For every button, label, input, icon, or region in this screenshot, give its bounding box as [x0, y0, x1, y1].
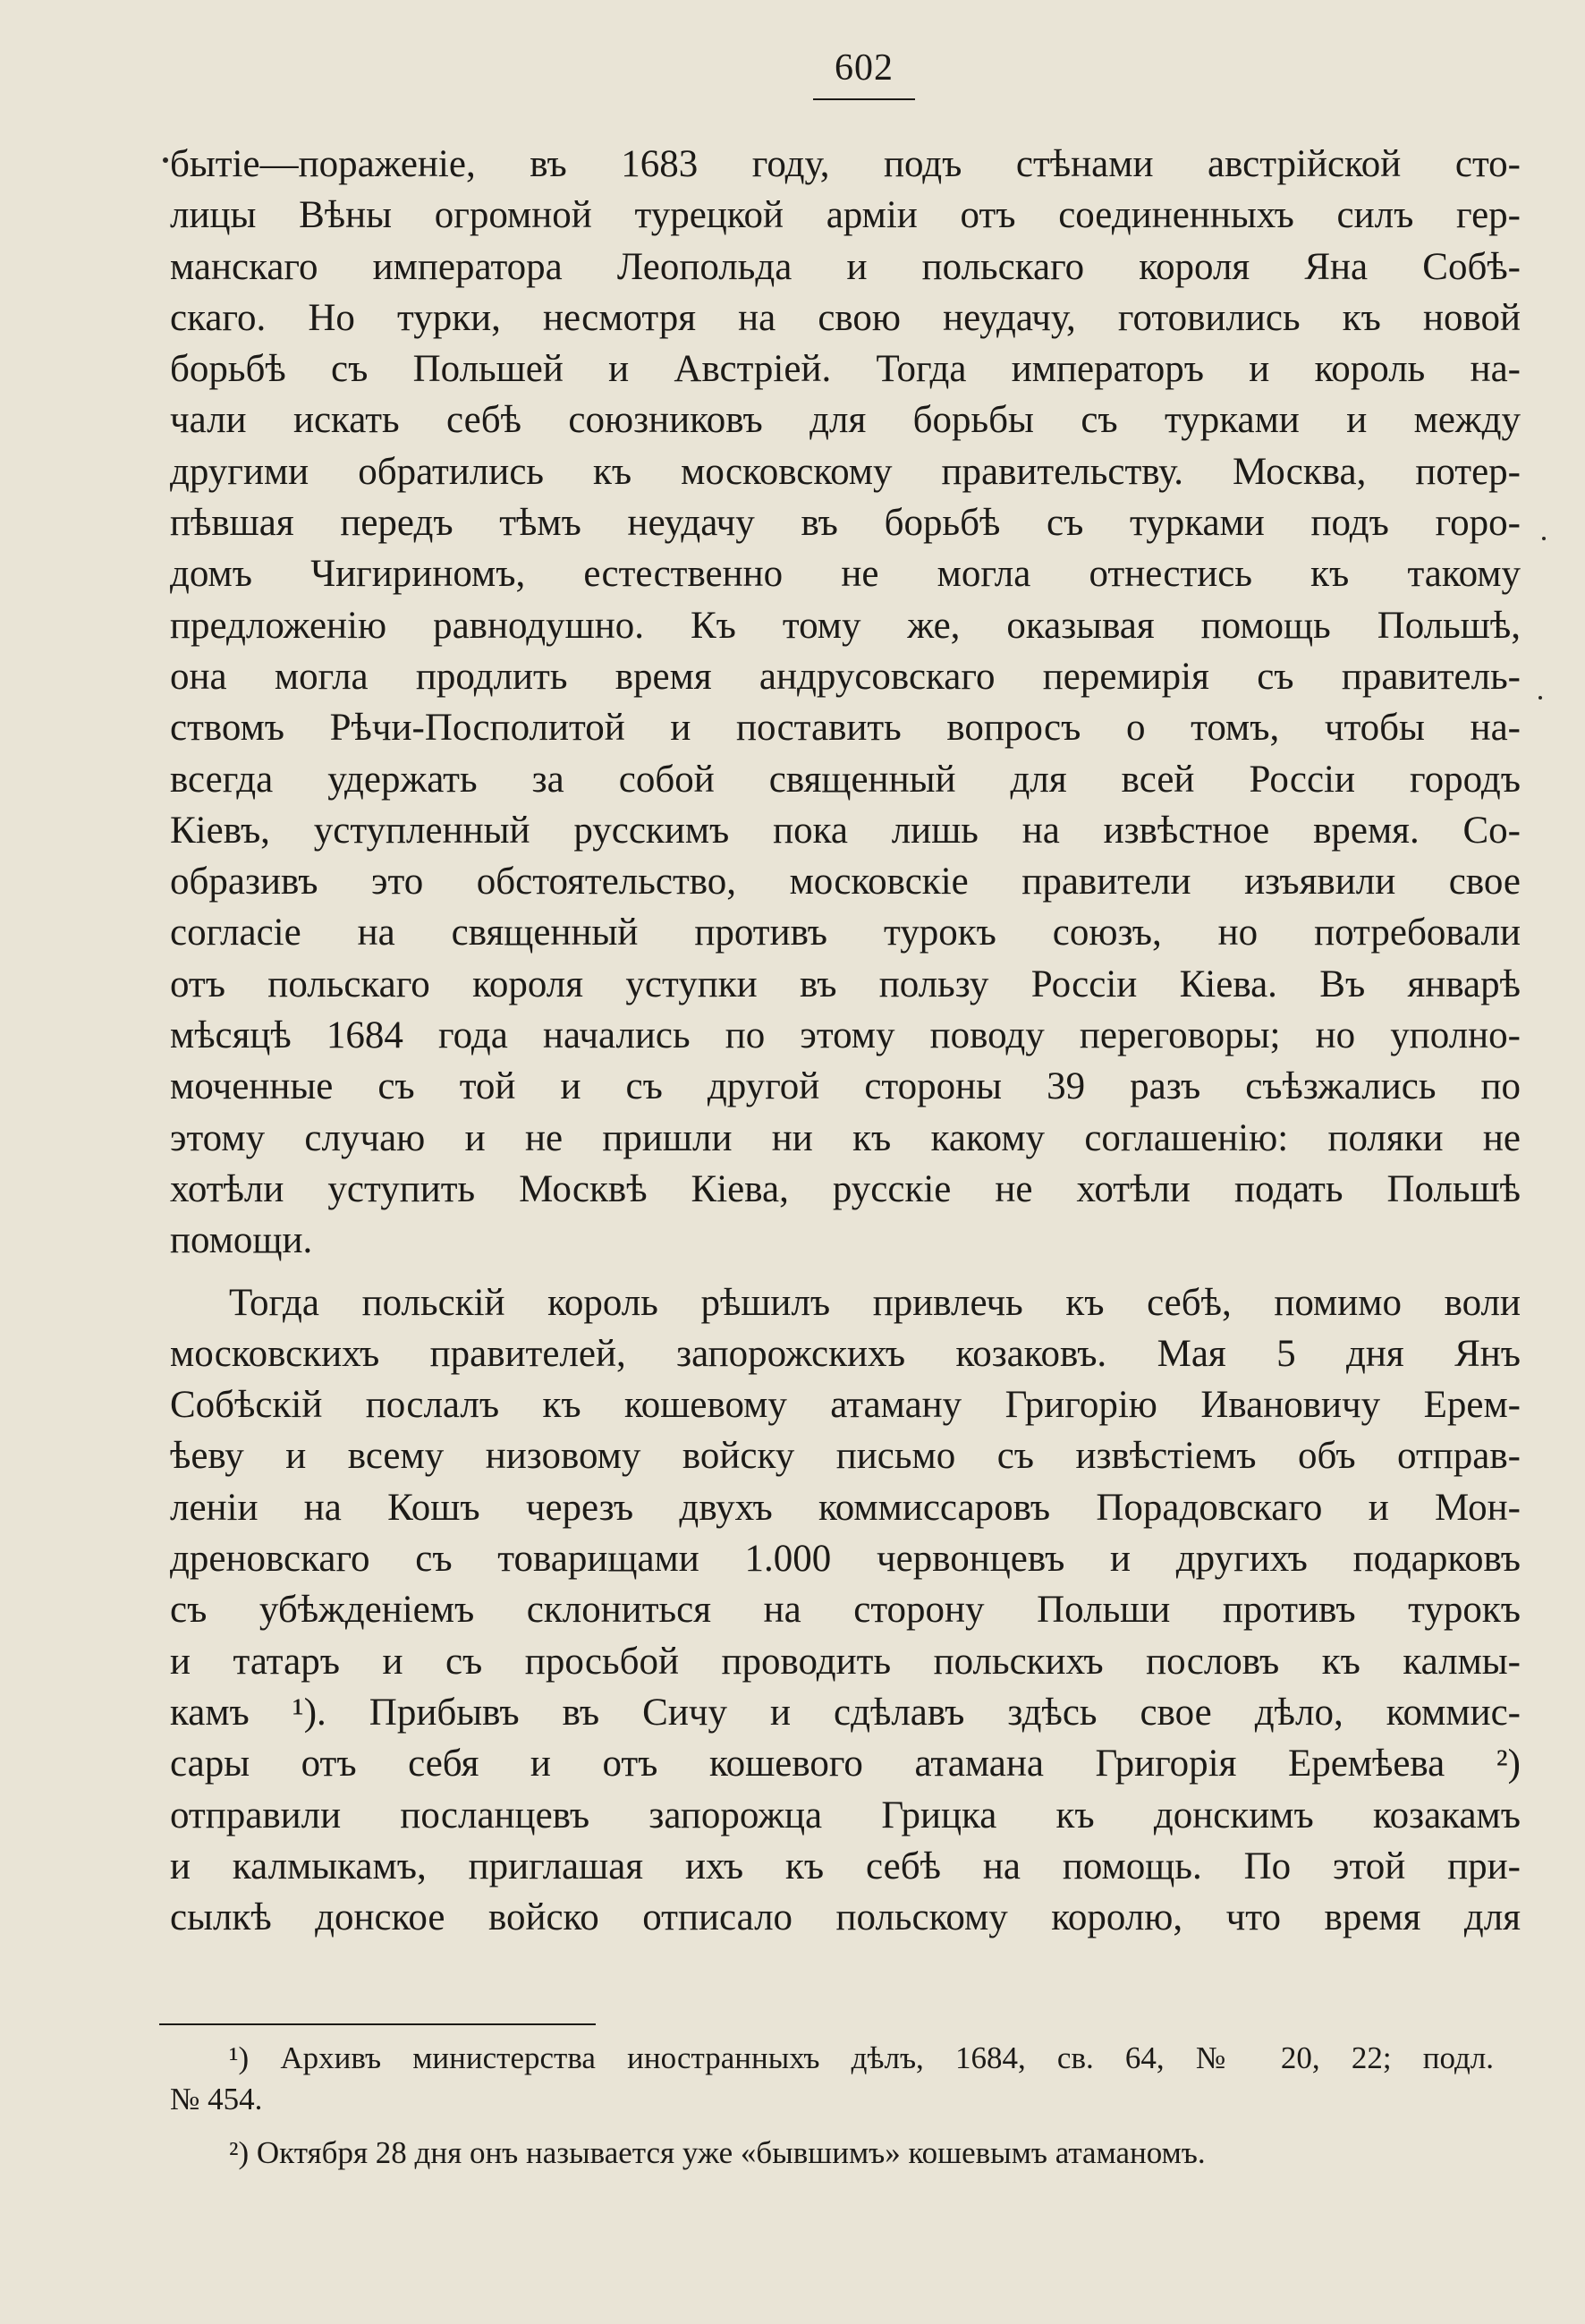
- text-line: дреновскаго съ товарищами 1.000 червонцевъ и другихъ подарковъ: [170, 1538, 1521, 1581]
- text-line: и татаръ и съ просьбой проводить польскихъ пословъ къ калмы-: [170, 1640, 1521, 1683]
- footnote-1: [170, 2038, 1494, 2120]
- text-line: образивъ это обстоятельство, московскiе правители изъявили свое: [170, 861, 1521, 903]
- text-line: Собѣскiй послалъ къ кошевому атаману Григорiю Ивановичу Ерем-: [170, 1384, 1521, 1427]
- text-line: борьбѣ съ Польшей и Австрiей. Тогда императоръ и король на-: [170, 348, 1521, 391]
- text-line: Тогда польскiй король рѣшилъ привлечь къ себѣ, помимо воли: [229, 1281, 1521, 1324]
- text-line: отправили посланцевъ запорожца Грицка къ донскимъ козакамъ: [170, 1794, 1521, 1836]
- text-line: ствомъ Рѣчи-Посполитой и поставить вопросъ о томъ, чтобы на-: [170, 707, 1521, 750]
- text-line: Кiевъ, уступленный русскимъ пока лишь на извѣстное время. Со-: [170, 809, 1521, 852]
- print-speck: [163, 157, 168, 163]
- text-line: помощи.: [170, 1219, 313, 1262]
- text-line: другими обратились къ московскому правительству. Москва, потер-: [170, 450, 1521, 493]
- text-line: пѣвшая передъ тѣмъ неудачу въ борьбѣ съ турками подъ горо-: [170, 502, 1521, 545]
- text-line: съ убѣжденiемъ склониться на сторону Польши противъ турокъ: [170, 1589, 1521, 1632]
- text-line: камъ ¹). Прибывъ въ Сичу и сдѣлавъ здѣсь свое дѣло, коммис-: [170, 1691, 1521, 1734]
- text-line: лицы Вѣны огромной турецкой армiи отъ соединенныхъ силъ гер-: [170, 194, 1521, 237]
- text-line: бытiе—пораженiе, въ 1683 году, подъ стѣнами австрiйской сто-: [170, 143, 1521, 185]
- footnotes: [170, 2038, 1494, 2174]
- footnote-line: ²) Октября 28 дня онъ называется уже «бывшимъ» кошевымъ атаманомъ.: [229, 2135, 1206, 2170]
- footnote-line: № 454.: [170, 2082, 263, 2116]
- text-line: хотѣли уступить Москвѣ Кiева, русскiе не хотѣли подать Польшѣ: [170, 1167, 1521, 1210]
- paragraph-1: [170, 139, 1521, 1267]
- text-line: этому случаю и не пришли ни къ какому соглашенiю: поляки не: [170, 1116, 1521, 1159]
- text-line: сары отъ себя и отъ кошевого атамана Григорiя Еремѣева ²): [170, 1743, 1521, 1785]
- text-line: всегда удержать за собой священный для всей Россiи городъ: [170, 758, 1521, 801]
- footnote-gap: [170, 2120, 1494, 2133]
- page-header: [0, 47, 1585, 100]
- text-line: манскаго императора Леопольда и польскаго короля Яна Собѣ-: [170, 245, 1521, 288]
- page-number: 602: [813, 47, 915, 100]
- footnote-2: [170, 2133, 1494, 2174]
- text-line: московскихъ правителей, запорожскихъ козаковъ. Мая 5 дня Янъ: [170, 1332, 1521, 1375]
- text-line: предложенiю равнодушно. Къ тому же, оказывая помощь Польшѣ,: [170, 604, 1521, 647]
- print-speck: [1538, 696, 1542, 700]
- text-line: мѣсяцѣ 1684 года начались по этому поводу переговоры; но уполно-: [170, 1014, 1521, 1057]
- print-speck: [1542, 537, 1546, 540]
- main-text: [170, 139, 1521, 1943]
- footnote-divider: [159, 2023, 596, 2025]
- footnote-line: ¹) Архивъ министерства иностранныхъ дѣлъ, 1684, св. 64, № 20, 22; подл.: [229, 2040, 1494, 2075]
- paragraph-gap: [170, 1267, 1521, 1277]
- text-line: домъ Чигириномъ, естественно не могла отнестись къ такому: [170, 553, 1521, 596]
- text-line: сылкѣ донское войско отписало польскому королю, что время для: [170, 1896, 1521, 1939]
- paragraph-2: [170, 1277, 1521, 1944]
- text-line: отъ польскаго короля уступки въ пользу Россiи Кiева. Въ январѣ: [170, 963, 1521, 1005]
- text-line: моченные съ той и съ другой стороны 39 разъ съѣзжались по: [170, 1065, 1521, 1108]
- text-line: и калмыкамъ, приглашая ихъ къ себѣ на помощь. По этой при-: [170, 1845, 1521, 1887]
- text-line: она могла продлить время андрусовскаго перемирiя съ правитель-: [170, 655, 1521, 698]
- text-line: ленiи на Кошъ черезъ двухъ коммиссаровъ Порадовскаго и Мон-: [170, 1486, 1521, 1529]
- text-line: согласiе на священный противъ турокъ союзъ, но потребовали: [170, 912, 1521, 954]
- text-line: скаго. Но турки, несмотря на свою неудачу, готовились къ новой: [170, 296, 1521, 339]
- text-line: чали искать себѣ союзниковъ для борьбы съ турками и между: [170, 399, 1521, 442]
- text-line: ѣеву и всему низовому войску письмо съ извѣстiемъ объ отправ-: [170, 1435, 1521, 1478]
